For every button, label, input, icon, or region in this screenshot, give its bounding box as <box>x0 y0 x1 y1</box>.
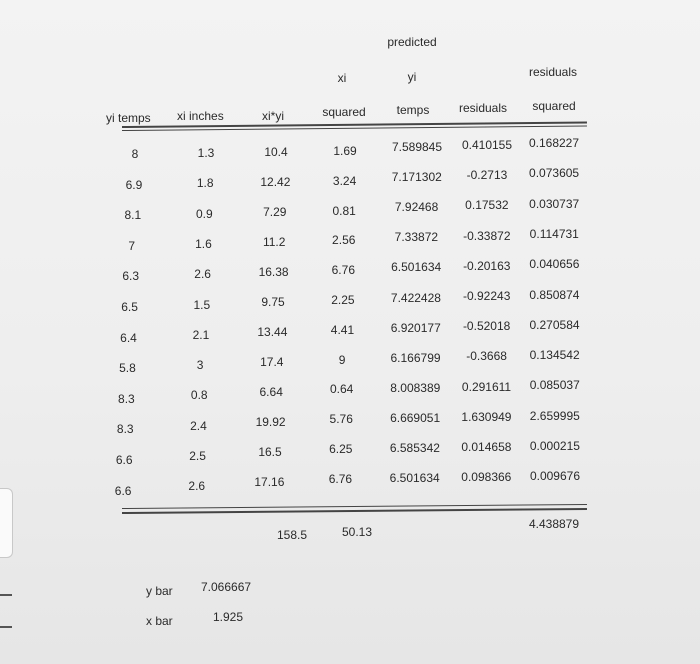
cell-residual-squared: 0.085037 <box>529 378 580 393</box>
header-residuals-squared-line1: residuals <box>528 65 578 79</box>
cell-yi-temps: 6.5 <box>121 300 138 314</box>
cell-yi-temps: 6.6 <box>114 483 132 498</box>
cell-yi-temps: 5.8 <box>119 361 136 376</box>
cell-residual: 0.410155 <box>461 138 513 152</box>
cell-residual: -0.3668 <box>466 349 507 364</box>
cell-predicted-yi: 6.585342 <box>389 441 440 455</box>
header-predicted-line2: yi <box>407 70 417 84</box>
cell-xi-inches: 2.5 <box>189 449 206 463</box>
ybar-value: 7.066667 <box>201 580 252 594</box>
cell-predicted-yi: 7.33872 <box>394 230 439 245</box>
cell-xi-inches: 2.1 <box>192 327 210 342</box>
header-predicted-line1: predicted <box>387 35 437 49</box>
cell-yi-temps: 6.9 <box>125 177 143 192</box>
cell-xi-squared: 6.25 <box>329 442 353 456</box>
cell-yi-temps: 6.3 <box>122 269 140 284</box>
header-xi-squared-line1: xi <box>337 71 347 85</box>
cell-xi-squared: 9 <box>338 352 346 367</box>
cell-xi-yi: 6.64 <box>259 385 283 399</box>
cell-xi-squared: 5.76 <box>329 412 353 427</box>
cell-xi-inches: 1.8 <box>196 176 214 191</box>
cell-predicted-yi: 7.92468 <box>394 200 439 215</box>
header-xi-squared-line2: squared <box>322 105 366 119</box>
cell-residual: 0.291611 <box>461 379 512 394</box>
cell-yi-temps: 7 <box>128 238 136 253</box>
cell-xi-squared: 0.64 <box>329 382 354 397</box>
cell-xi-yi: 11.2 <box>262 235 286 249</box>
cell-xi-yi: 19.92 <box>255 415 286 429</box>
ybar-label: y bar <box>146 584 173 598</box>
cell-xi-yi: 13.44 <box>257 325 288 339</box>
cell-residual: -0.20163 <box>463 258 511 273</box>
cell-yi-temps: 8.3 <box>118 391 135 406</box>
cell-residual-squared: 0.000215 <box>529 439 580 453</box>
cell-residual-squared: 0.168227 <box>528 136 580 150</box>
cell-predicted-yi: 8.008389 <box>390 380 441 395</box>
cell-xi-squared: 2.56 <box>332 233 356 248</box>
cell-xi-squared: 3.24 <box>332 173 357 188</box>
cell-xi-inches: 2.6 <box>188 479 206 494</box>
cell-residual-squared: 0.114731 <box>529 226 579 241</box>
cell-xi-inches: 1.5 <box>193 297 211 312</box>
cell-residual-squared: 0.030737 <box>529 196 580 211</box>
edge-mark <box>0 626 12 628</box>
header-xi-yi: xi*yi <box>262 109 285 123</box>
total-xi-squared: 50.13 <box>341 525 373 539</box>
cell-yi-temps: 8.1 <box>124 208 142 223</box>
cell-xi-inches: 2.6 <box>194 267 211 282</box>
cell-residual: 0.098366 <box>461 470 512 485</box>
cell-residual-squared: 0.009676 <box>529 469 581 484</box>
cell-xi-inches: 1.6 <box>195 236 212 251</box>
cell-predicted-yi: 6.166799 <box>390 350 441 365</box>
cell-yi-temps: 6.4 <box>120 330 137 345</box>
cell-residual-squared: 0.850874 <box>529 287 580 302</box>
cell-xi-inches: 2.4 <box>190 418 207 433</box>
total-residuals-squared: 4.438879 <box>528 517 580 531</box>
header-residuals: residuals <box>458 101 508 115</box>
cell-yi-temps: 8 <box>131 147 139 161</box>
cell-predicted-yi: 7.422428 <box>390 290 441 305</box>
cell-residual-squared: 0.040656 <box>529 257 580 272</box>
cell-xi-squared: 6.76 <box>328 471 353 486</box>
cell-residual: -0.2713 <box>466 168 508 183</box>
cell-xi-yi: 17.16 <box>254 475 285 489</box>
cell-xi-yi: 17.4 <box>260 355 284 369</box>
header-xi-inches: xi inches <box>177 109 224 123</box>
cell-xi-yi: 10.4 <box>264 145 288 159</box>
cell-yi-temps: 6.6 <box>115 453 133 467</box>
cell-xi-squared: 1.69 <box>333 144 357 158</box>
cell-xi-yi: 16.5 <box>258 445 282 459</box>
cell-xi-yi: 7.29 <box>263 205 287 219</box>
cell-residual-squared: 0.073605 <box>529 166 580 181</box>
cell-residual-squared: 2.659995 <box>529 408 580 423</box>
edge-mark <box>0 594 12 596</box>
total-xi-yi: 158.5 <box>276 528 308 542</box>
cell-xi-squared: 2.25 <box>331 293 355 307</box>
total-rule-secondary <box>122 508 587 514</box>
cell-xi-squared: 0.81 <box>332 203 356 218</box>
cell-xi-inches: 0.8 <box>190 388 208 403</box>
cell-predicted-yi: 7.171302 <box>391 170 442 185</box>
edge-card <box>0 488 13 558</box>
cell-xi-squared: 4.41 <box>330 322 355 337</box>
cell-predicted-yi: 6.501634 <box>391 260 442 275</box>
cell-xi-inches: 3 <box>196 358 204 373</box>
cell-residual: -0.33872 <box>463 228 511 243</box>
cell-residual: -0.92243 <box>463 289 511 303</box>
cell-xi-yi: 16.38 <box>258 265 289 279</box>
cell-predicted-yi: 6.501634 <box>389 471 440 486</box>
header-residuals-squared-line2: squared <box>532 99 576 113</box>
cell-residual: 0.17532 <box>465 198 509 213</box>
xbar-label: x bar <box>146 614 173 628</box>
cell-residual: -0.52018 <box>462 319 511 334</box>
cell-residual-squared: 0.134542 <box>529 348 580 363</box>
cell-residual: 0.014658 <box>461 440 512 454</box>
cell-predicted-yi: 7.589845 <box>391 140 443 154</box>
cell-xi-inches: 1.3 <box>197 146 215 160</box>
cell-xi-squared: 6.76 <box>331 263 355 278</box>
cell-residual: 1.630949 <box>461 409 512 424</box>
cell-xi-yi: 9.75 <box>261 295 285 309</box>
header-yi-temps: yi temps <box>106 111 151 125</box>
cell-predicted-yi: 6.920177 <box>390 320 441 335</box>
cell-xi-yi: 12.42 <box>260 175 291 189</box>
cell-predicted-yi: 6.669051 <box>390 410 441 425</box>
cell-residual-squared: 0.270584 <box>529 317 580 332</box>
header-predicted-line3: temps <box>396 103 430 117</box>
xbar-value: 1.925 <box>213 610 244 624</box>
cell-xi-inches: 0.9 <box>195 206 213 221</box>
cell-yi-temps: 8.3 <box>116 422 134 437</box>
